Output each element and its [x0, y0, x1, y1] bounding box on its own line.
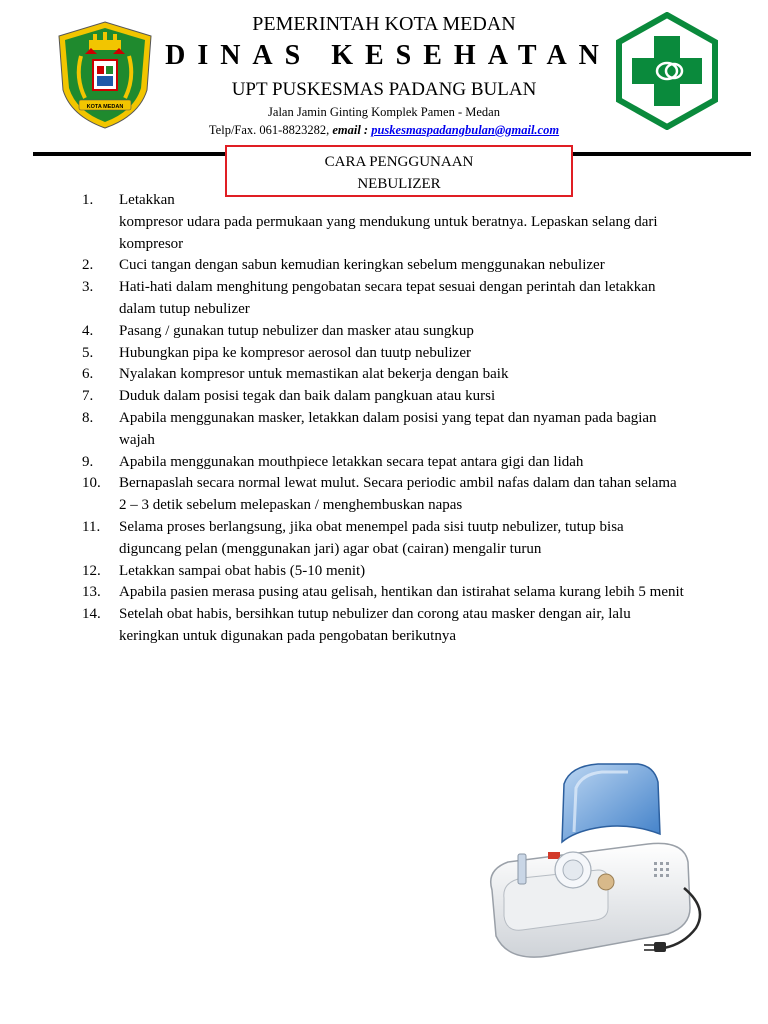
step-number: 4.	[82, 322, 94, 339]
health-logo-icon	[614, 12, 720, 130]
list-item	[82, 343, 686, 365]
steps-list	[82, 190, 686, 648]
step-number: 11.	[82, 518, 101, 535]
telfax: Telp/Fax. 061-8823282,	[208, 123, 333, 137]
list-item	[82, 408, 686, 452]
list-item	[82, 582, 686, 604]
step-number: 12.	[82, 562, 101, 579]
step-text: Nyalakan kompresor untuk memastikan alat bekerja dengan baik	[119, 366, 509, 383]
list-item	[82, 364, 686, 386]
list-item	[82, 604, 686, 648]
step-number: 6.	[82, 366, 94, 383]
step-text: Duduk dalam posisi tegak dan baik dalam pangkuan atau kursi	[119, 388, 496, 405]
list-item	[82, 517, 686, 561]
step-text: Setelah obat habis, bersihkan tutup nebulizer dan corong atau masker dengan air, lalu keringkan untuk digunakan pada pengobatan berikutnya	[119, 606, 631, 644]
address: Jalan Jamin Ginting Komplek Pamen - Medan	[268, 105, 500, 119]
step-text: Cuci tangan dengan sabun kemudian keringkan sebelum menggunakan nebulizer	[119, 257, 605, 274]
step-number: 2.	[82, 257, 94, 274]
list-item	[82, 255, 686, 277]
step-number: 14.	[82, 606, 101, 623]
step-number: 1.	[82, 192, 94, 208]
list-item	[82, 452, 686, 474]
step-number: 10.	[82, 475, 101, 492]
list-item	[82, 561, 686, 583]
step-text: Apabila menggunakan mouthpiece letakkan secara tepat antara gigi dan lidah	[119, 453, 584, 470]
step-number: 9.	[82, 453, 94, 470]
step-number: 7.	[82, 388, 94, 405]
step-text: Selama proses berlangsung, jika obat menempel pada sisi tuutp nebulizer, tutup bisa diguncang pelan (menggunakan jari) agar obat (cairan) mengalir turun	[119, 518, 624, 557]
government-name: PEMERINTAH KOTA MEDAN	[252, 13, 516, 35]
step-text: Bernapaslah secara normal lewat mulut. Secara periodic ambil nafas dalam dan tahan selama 2 – 3 detik sebelum melepaskan / menghembuskan napas	[119, 475, 677, 514]
list-item	[82, 321, 686, 343]
title-box	[225, 145, 573, 197]
step-text: Letakkankompresor udara pada permukaan yang mendukung untuk beratnya. Lepaskan selang dari kompresor	[119, 192, 658, 252]
step-text: Letakkan sampai obat habis (5-10 menit)	[119, 562, 366, 579]
step-number: 8.	[82, 409, 94, 426]
email-link[interactable]: puskesmaspadangbulan@gmail.com	[371, 123, 560, 137]
list-item	[82, 277, 686, 321]
title-line-1: CARA PENGGUNAAN	[324, 154, 474, 170]
step-number: 3.	[82, 279, 94, 296]
step-text: Pasang / gunakan tutup nebulizer dan masker atau sungkup	[119, 322, 474, 339]
step-text: Hubungkan pipa ke kompresor aerosol dan tuutp nebulizer	[119, 344, 471, 361]
unit-name: UPT PUSKESMAS PADANG BULAN	[231, 79, 537, 100]
step-number: 13.	[82, 584, 101, 601]
list-item	[82, 473, 686, 517]
step-number: 5.	[82, 344, 94, 361]
department-name: DINAS KESEHATAN	[165, 40, 611, 71]
step-text: Apabila menggunakan masker, letakkan dalam posisi yang tepat dan nyaman pada bagian wajah	[119, 409, 657, 448]
title-line-2: NEBULIZER	[357, 176, 441, 192]
list-item	[82, 190, 686, 255]
step-text: Apabila pasien merasa pusing atau gelisah, hentikan dan istirahat selama kurang lebih 5 menit	[119, 584, 684, 601]
list-item	[82, 386, 686, 408]
nebulizer-device-image	[478, 758, 712, 964]
step-text: Hati-hati dalam menghitung pengobatan secara tepat sesuai dengan perintah dan letakkan dalam tutup nebulizer	[119, 279, 656, 317]
email-label: email :	[332, 123, 372, 137]
emblem-banner-text: KOTA MEDAN	[86, 104, 124, 110]
